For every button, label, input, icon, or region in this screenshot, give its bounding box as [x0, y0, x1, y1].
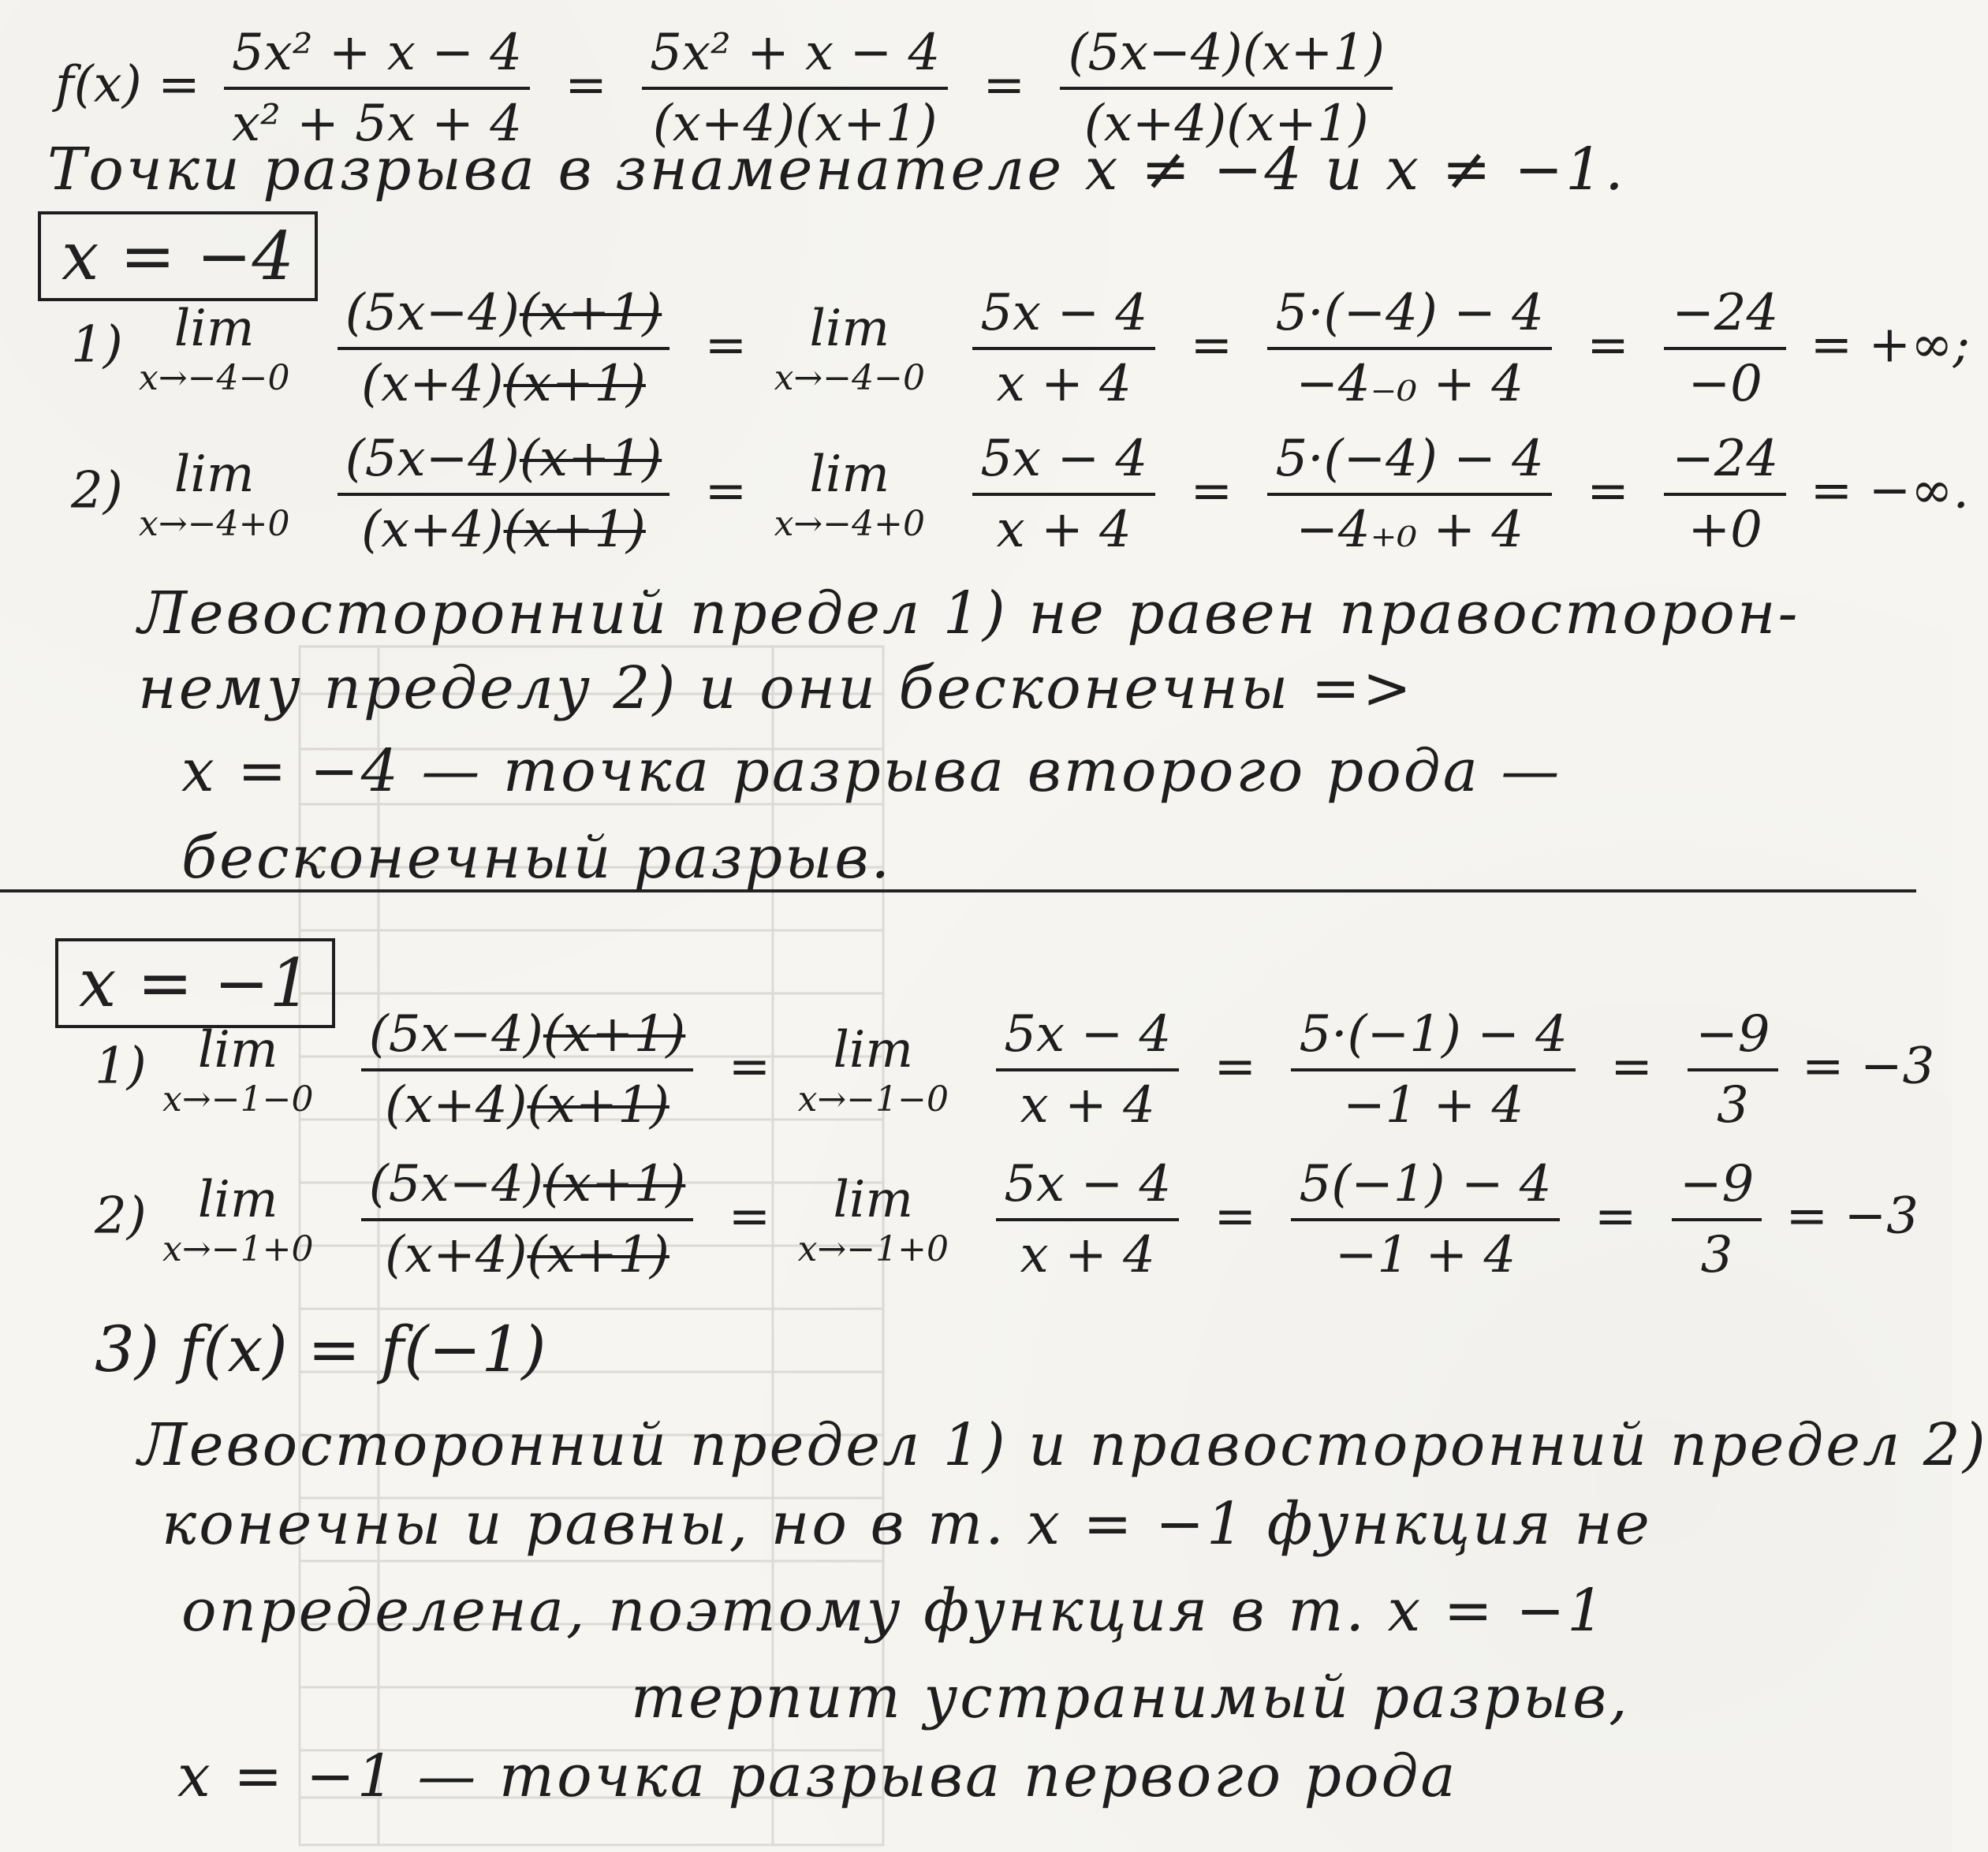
- fraction-numerator: 5x² + x − 4: [642, 24, 948, 90]
- fraction-denominator: +0: [1688, 501, 1762, 559]
- equals-sign: =: [704, 315, 748, 374]
- limit-approach: x→−4+0: [139, 503, 290, 544]
- limit-word: lim: [173, 445, 255, 504]
- fraction-denominator: −4₊₀ + 4: [1296, 501, 1524, 559]
- substituted-expression: [1291, 1005, 1575, 1135]
- limit-result: = −3: [1801, 1037, 1935, 1096]
- limit-left-x-minus-1: [95, 1005, 1934, 1135]
- limit-expression: [361, 1155, 693, 1284]
- equals-sign: =: [1190, 315, 1233, 374]
- limit-approach: x→−1+0: [797, 1228, 949, 1269]
- conclusion-line: Левосторонний предел 1) не равен правосторон-: [138, 579, 1800, 647]
- fraction-denominator: (x+4)(x+1): [652, 95, 938, 153]
- section-label-x-minus-1: x = −1: [55, 938, 335, 1028]
- simplified-expression: [972, 284, 1155, 413]
- limit-operator: [798, 1171, 949, 1269]
- equals-sign: =: [983, 55, 1026, 114]
- substituted-expression: [1267, 284, 1551, 413]
- function-definition: [55, 24, 1401, 153]
- limit-index: 2): [71, 461, 123, 520]
- fraction-numerator: −9: [1688, 1005, 1777, 1071]
- fraction-numerator: 5·(−4) − 4: [1267, 430, 1551, 496]
- limit-approach: x→−4−0: [139, 357, 290, 398]
- limit-word: lim: [833, 1170, 914, 1229]
- fraction-denominator: (x+4)(x+1): [1084, 95, 1369, 153]
- evaluated-fraction: [1688, 1005, 1777, 1135]
- section-label-x-minus-4: x = −4: [38, 211, 318, 301]
- limit-right-x-minus-1: [95, 1155, 1919, 1284]
- limit-approach: x→−4−0: [774, 357, 925, 398]
- factor: (5x−4): [345, 430, 520, 488]
- cancelled-factor: (x+1): [527, 1076, 670, 1135]
- fraction-numerator: 5x − 4: [972, 430, 1155, 496]
- fraction-denominator: 3: [1716, 1076, 1749, 1135]
- limit-expression: [361, 1005, 693, 1135]
- conclusion-line: x = −1 — точка разрыва первого рода: [177, 1742, 1458, 1810]
- fraction-denominator: −0: [1688, 355, 1762, 413]
- fraction-denominator: [338, 496, 670, 559]
- limit-approach: x→−1−0: [797, 1079, 949, 1120]
- fraction-fully-factored: [1060, 24, 1392, 153]
- cancelled-factor: (x+1): [519, 430, 662, 488]
- limit-result: = −3: [1785, 1187, 1919, 1246]
- limit-word: lim: [173, 299, 255, 358]
- equals-sign: =: [1190, 461, 1233, 520]
- limit-expression: [338, 430, 670, 559]
- fraction-numerator: [338, 284, 670, 350]
- fraction-numerator: 5x − 4: [972, 284, 1155, 350]
- discontinuity-points-text: Точки разрыва в знаменателе x ≠ −4 и x ≠ −1.: [47, 136, 1626, 203]
- fraction-numerator: −24: [1664, 284, 1786, 350]
- factor: (x+4): [385, 1076, 528, 1135]
- conclusion-line: Левосторонний предел 1) и правосторонний предел 2): [138, 1411, 1988, 1479]
- fraction-denominator: −1 + 4: [1334, 1226, 1516, 1284]
- fraction-denominator: x + 4: [996, 355, 1132, 413]
- fraction-denominator: [361, 1071, 693, 1135]
- limit-index: 1): [95, 1037, 147, 1096]
- equals-sign: =: [728, 1037, 771, 1096]
- cancelled-factor: (x+1): [527, 1226, 670, 1284]
- fraction-numerator: 5x − 4: [996, 1005, 1179, 1071]
- equals-sign: =: [704, 461, 748, 520]
- limit-operator: [139, 445, 289, 544]
- limit-word: lim: [197, 1020, 278, 1079]
- equals-sign: =: [1587, 461, 1629, 520]
- limit-index: 1): [71, 315, 123, 374]
- fraction-original: [224, 24, 530, 153]
- limit-operator: [139, 300, 289, 398]
- conclusion-line: конечны и равны, но в т. x = −1 функция не: [162, 1490, 1652, 1558]
- limit-approach: x→−4+0: [774, 503, 925, 544]
- limit-left-x-minus-4: [71, 284, 1970, 413]
- cancelled-factor: (x+1): [519, 284, 662, 342]
- substituted-expression: [1291, 1155, 1559, 1284]
- fraction-denominator: x + 4: [1020, 1076, 1155, 1135]
- limit-result: = −∞.: [1810, 461, 1969, 520]
- fraction-numerator: 5·(−1) − 4: [1291, 1005, 1575, 1071]
- fraction-denominator: x² + 5x + 4: [232, 95, 522, 153]
- fraction-denominator: x + 4: [996, 501, 1132, 559]
- fraction-numerator: −24: [1664, 430, 1786, 496]
- limit-operator: [774, 300, 925, 398]
- fraction-denominator: −4₋₀ + 4: [1296, 355, 1524, 413]
- factor: (5x−4): [368, 1155, 543, 1213]
- fraction-numerator: [338, 430, 670, 496]
- equals-sign: =: [1610, 1037, 1653, 1096]
- conclusion-line: x = −4 — точка разрыва второго рода —: [181, 737, 1562, 805]
- equals-sign: =: [1587, 315, 1629, 374]
- substituted-expression: [1267, 430, 1551, 559]
- limit-approach: x→−1−0: [162, 1079, 314, 1120]
- fraction-numerator: [361, 1155, 693, 1221]
- function-value-statement: 3) f(x) = f(−1): [95, 1313, 546, 1386]
- fraction-denominator: x + 4: [1020, 1226, 1155, 1284]
- factor: (5x−4): [368, 1005, 543, 1064]
- evaluated-fraction: [1672, 1155, 1762, 1284]
- limit-word: lim: [833, 1020, 914, 1079]
- factor: (x+4): [361, 355, 504, 413]
- equals-sign: =: [728, 1187, 771, 1246]
- limit-result: = +∞;: [1810, 315, 1971, 374]
- section-divider: [0, 889, 1916, 892]
- fraction-numerator: 5x − 4: [996, 1155, 1179, 1221]
- factor: (x+4): [361, 501, 504, 559]
- limit-operator: [162, 1171, 313, 1269]
- limit-word: lim: [197, 1170, 278, 1229]
- conclusion-line: бесконечный разрыв.: [181, 824, 892, 892]
- fraction-denominator: −1 + 4: [1342, 1076, 1524, 1135]
- evaluated-fraction: [1664, 284, 1786, 413]
- cancelled-factor: (x+1): [503, 355, 646, 413]
- limit-index: 2): [95, 1187, 147, 1246]
- fraction-denominator: 3: [1700, 1226, 1733, 1284]
- cancelled-factor: (x+1): [503, 501, 646, 559]
- equals-sign: =: [1214, 1187, 1257, 1246]
- cancelled-factor: (x+1): [543, 1005, 686, 1064]
- limit-word: lim: [809, 299, 890, 358]
- function-lhs: f(x) =: [55, 55, 200, 114]
- equals-sign: =: [1214, 1037, 1257, 1096]
- limit-expression: [338, 284, 670, 413]
- fraction-numerator: [361, 1005, 693, 1071]
- limit-approach: x→−1+0: [162, 1228, 314, 1269]
- evaluated-fraction: [1664, 430, 1786, 559]
- fraction-denominator: [361, 1221, 693, 1284]
- limit-word: lim: [809, 445, 890, 504]
- fraction-numerator: −9: [1672, 1155, 1762, 1221]
- limit-operator: [774, 445, 925, 544]
- equals-sign: =: [1594, 1187, 1637, 1246]
- simplified-expression: [996, 1155, 1179, 1284]
- limit-operator: [162, 1021, 313, 1120]
- limit-operator: [798, 1021, 949, 1120]
- cancelled-factor: (x+1): [543, 1155, 686, 1213]
- limit-right-x-minus-4: [71, 430, 1969, 559]
- fraction-numerator: 5x² + x − 4: [224, 24, 530, 90]
- conclusion-line: терпит устранимый разрыв,: [631, 1664, 1630, 1731]
- conclusion-line: нему пределу 2) и они бесконечны =>: [138, 654, 1414, 722]
- conclusion-line: определена, поэтому функция в т. x = −1: [181, 1577, 1607, 1645]
- simplified-expression: [972, 430, 1155, 559]
- fraction-denominator: [338, 350, 670, 413]
- simplified-expression: [996, 1005, 1179, 1135]
- fraction-numerator: (5x−4)(x+1): [1060, 24, 1392, 90]
- equals-sign: =: [565, 55, 607, 114]
- fraction-numerator: 5·(−4) − 4: [1267, 284, 1551, 350]
- factor: (x+4): [385, 1226, 528, 1284]
- fraction-numerator: 5(−1) − 4: [1291, 1155, 1559, 1221]
- factor: (5x−4): [345, 284, 520, 342]
- fraction-factored-denominator: [642, 24, 948, 153]
